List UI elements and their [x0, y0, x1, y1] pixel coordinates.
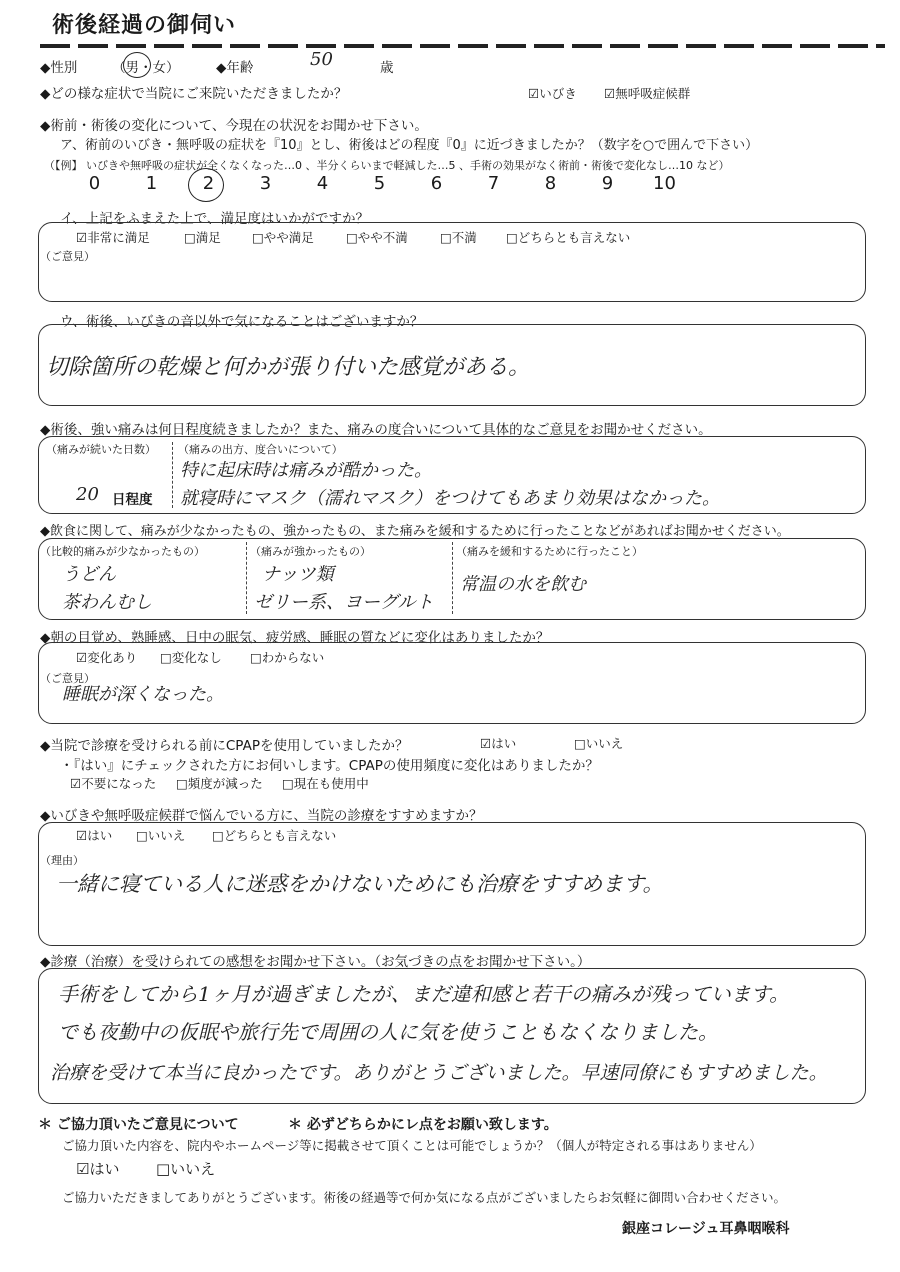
- satisfaction-option-6[interactable]: □どちらとも言えない: [506, 230, 631, 245]
- gender-options: （男・女）: [112, 60, 180, 76]
- impression-line2: でも夜勤中の仮眠や旅行先で周囲の人に気を使うこともなくなりました。: [58, 1020, 718, 1044]
- recommend-option-3[interactable]: □どちらとも言えない: [212, 828, 337, 843]
- symptom-question: ◆どの様な症状で当院にご来院いただきましたか？: [40, 86, 348, 102]
- age-value: 50: [310, 49, 333, 70]
- recommend-option-1[interactable]: ☑はい: [76, 828, 113, 843]
- pain-detail-line2: 就寝時にマスク（濡れマスク）をつけてもあまり効果はなかった。: [180, 488, 720, 509]
- change-scale: [66, 173, 693, 194]
- satisfaction-option-5[interactable]: □不満: [440, 230, 477, 245]
- cpap-sub-option-3[interactable]: □現在も使用中: [282, 776, 369, 791]
- consent-no-checkbox[interactable]: □いいえ: [156, 1160, 216, 1178]
- satisfaction-question: イ、上記をふまえた上で、満足度はいかがですか？: [60, 211, 370, 227]
- pain-days-unit: 日程度: [112, 492, 153, 508]
- food-col1-label: （比較的痛みが少なかったもの）: [40, 545, 205, 558]
- other-concern-answer: 切除箇所の乾燥と何かが張り付いた感覚がある。: [46, 355, 531, 380]
- satisfaction-option-1[interactable]: ☑非常に満足: [76, 230, 150, 245]
- consent-question: ご協力頂いた内容を、院内やホームページ等に掲載させて頂くことは可能でしょうか？（個人が特定される事はありません）: [62, 1138, 762, 1153]
- sleep-option-1[interactable]: ☑変化あり: [76, 650, 138, 665]
- consent-heading-2: ＊ 必ずどちらかにレ点をお願い致します。: [288, 1117, 558, 1133]
- pain-question: ◆術後、強い痛みは何日程度続きましたか？また、痛みの度合いについて具体的なご意見をお聞かせください。: [40, 422, 712, 438]
- food-col2-line2: ゼリー系、ヨーグルト: [254, 592, 434, 613]
- cpap-no-checkbox[interactable]: □いいえ: [574, 736, 624, 751]
- clinic-name: 銀座コレージュ耳鼻咽喉科: [622, 1221, 790, 1237]
- age-unit: 歳: [380, 60, 394, 76]
- change-question: ◆術前・術後の変化について、今現在の状況をお聞かせ下さい。: [40, 118, 428, 134]
- recommend-question: ◆いびきや無呼吸症候群で悩んでいる方に、当院の診療をすすめますか？: [40, 808, 483, 824]
- pain-detail-line1: 特に起床時は痛みが酷かった。: [180, 460, 432, 481]
- recommend-answer: 一緒に寝ている人に迷惑をかけないためにも治療をすすめます。: [56, 872, 664, 896]
- cpap-sub-question: ・『はい』にチェックされた方にお伺いします。CPAPの使用頻度に変化はありましたか？: [60, 758, 599, 774]
- selected-scale-circle-mark: [188, 168, 224, 202]
- sleep-option-3[interactable]: □わからない: [250, 650, 325, 665]
- food-col1-line2: 茶わんむし: [62, 592, 152, 613]
- symptom-apnea-checkbox[interactable]: ☑無呼吸症候群: [604, 86, 691, 101]
- pain-detail-label: （痛みの出方、度合いについて）: [178, 443, 343, 456]
- scale-10[interactable]: 10: [653, 173, 676, 194]
- food-col1-line1: うどん: [62, 564, 116, 585]
- impression-question: ◆診療（治療）を受けられての感想をお聞かせ下さい。（お気づきの点をお聞かせ下さい。）: [40, 954, 591, 970]
- scale-8[interactable]: 8: [544, 173, 557, 194]
- scale-3[interactable]: 3: [259, 173, 272, 194]
- sleep-opinion-label: （ご意見）: [40, 672, 95, 685]
- pain-days-label: （痛みが続いた日数）: [46, 443, 156, 456]
- sleep-question: ◆朝の目覚め、熟睡感、日中の眠気、疲労感、睡眠の質などに変化はありましたか？: [40, 630, 550, 646]
- age-label: ◆年齢: [216, 60, 254, 76]
- scale-9[interactable]: 9: [601, 173, 614, 194]
- cpap-sub-option-1[interactable]: ☑不要になった: [70, 776, 157, 791]
- food-col2-line1: ナッツ類: [262, 564, 334, 585]
- food-col3-line1: 常温の水を飲む: [460, 574, 586, 595]
- satisfaction-option-4[interactable]: □やや不満: [346, 230, 408, 245]
- gender-label: ◆性別: [40, 60, 78, 76]
- symptom-snoring-checkbox[interactable]: ☑いびき: [528, 86, 577, 101]
- satisfaction-option-3[interactable]: □やや満足: [252, 230, 314, 245]
- sleep-option-2[interactable]: □変化なし: [160, 650, 222, 665]
- food-question: ◆飲食に関して、痛みが少なかったもの、強かったもの、また痛みを緩和するために行ったことなどがあればお聞かせください。: [40, 524, 790, 539]
- title-underline: [40, 40, 885, 52]
- impression-line3: 治療を受けて本当に良かったです。ありがとうございました。早速同僚にもすすめました。: [50, 1062, 828, 1084]
- food-divider-2: [452, 542, 453, 614]
- pain-days-value: 20: [76, 484, 99, 505]
- impression-line1: 手術をしてから1ヶ月が過ぎましたが、まだ違和感と若干の痛みが残っています。: [58, 982, 790, 1006]
- scale-7[interactable]: 7: [487, 173, 500, 194]
- scale-2[interactable]: 2: [202, 173, 215, 194]
- recommend-reason-label: （理由）: [40, 854, 84, 867]
- scale-1[interactable]: 1: [145, 173, 158, 194]
- consent-yes-checkbox[interactable]: ☑はい: [76, 1160, 120, 1178]
- cpap-yes-checkbox[interactable]: ☑はい: [480, 736, 517, 751]
- consent-heading-1: ＊ ご協力頂いたご意見について: [38, 1117, 239, 1133]
- scale-4[interactable]: 4: [316, 173, 329, 194]
- food-col3-label: （痛みを緩和するために行ったこと）: [456, 545, 643, 558]
- food-divider-1: [246, 542, 247, 614]
- page-title: 術後経過の御伺い: [52, 13, 237, 38]
- food-col2-label: （痛みが強かったもの）: [250, 545, 371, 558]
- male-circle-mark: [123, 52, 151, 78]
- scale-0[interactable]: 0: [88, 173, 101, 194]
- other-concern-question: ウ、術後、いびきの音以外で気になることはございますか？: [60, 314, 424, 330]
- cpap-sub-option-2[interactable]: □頻度が減った: [176, 776, 263, 791]
- recommend-option-2[interactable]: □いいえ: [136, 828, 186, 843]
- change-example: （【例】 いびきや無呼吸の症状が全くなくなった…0 、半分くらいまで軽減した…5 、手術の効果がなく術前・術後で変化なし…10 など）: [44, 159, 730, 172]
- cpap-question: ◆当院で診療を受けられる前にCPAPを使用していましたか？: [40, 738, 409, 754]
- consent-thanks: ご協力いただきましてありがとうございます。術後の経過等で何か気になる点がございましたらお気軽に御問い合わせください。: [62, 1190, 787, 1205]
- change-a-question: ア、術前のいびき・無呼吸の症状を『10』とし、術後はどの程度『0』に近づきましたか？（数字を○で囲んで下さい）: [60, 138, 759, 153]
- sleep-answer: 睡眠が深くなった。: [62, 684, 224, 705]
- satisfaction-option-2[interactable]: □満足: [184, 230, 221, 245]
- scale-6[interactable]: 6: [430, 173, 443, 194]
- scale-5[interactable]: 5: [373, 173, 386, 194]
- pain-divider: [172, 442, 173, 508]
- satisfaction-opinion-label: （ご意見）: [40, 250, 95, 263]
